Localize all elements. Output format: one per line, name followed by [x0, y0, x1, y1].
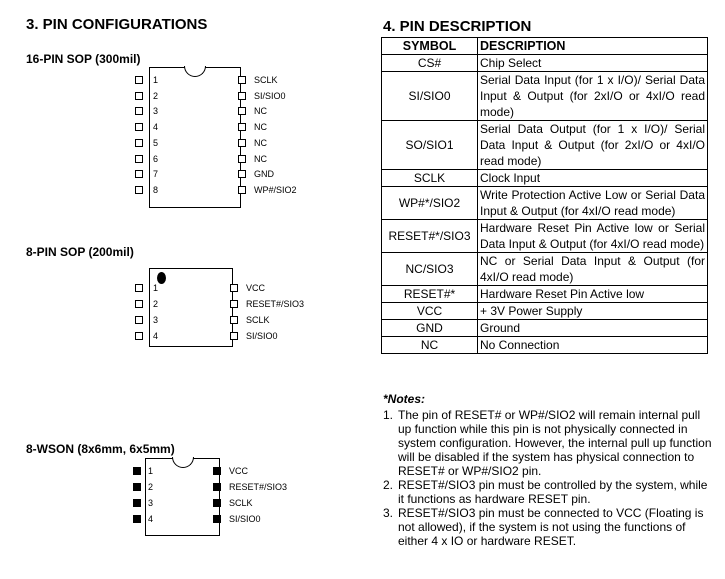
pin1-dot: [157, 272, 166, 284]
description-cell: Hardware Reset Pin Active low or Serial Data Input & Output (for 4xI/O read mode): [478, 220, 708, 253]
pin-number: 2: [153, 90, 159, 101]
pin-description-table: [381, 37, 708, 354]
symbol-header: SYMBOL: [382, 38, 478, 55]
symbol-cell: WP#*/SIO2: [382, 187, 478, 220]
description-cell: No Connection: [478, 337, 708, 354]
note-text: RESET#/SIO3 pin must be connected to VCC (Floating is not allowed), if the system is not using the functions of either 4 x IO or hardware RESET.: [398, 506, 704, 548]
pin-label: RESET#/SIO3: [246, 299, 305, 309]
pin-pad: [238, 92, 246, 100]
pin-description-title: 4. PIN DESCRIPTION: [383, 18, 532, 35]
symbol-cell: SI/SIO0: [382, 72, 478, 121]
pin-label: SCLK: [254, 75, 278, 85]
description-cell: + 3V Power Supply: [478, 303, 708, 320]
notes-list: [383, 408, 713, 548]
pin-number: 5: [153, 137, 159, 148]
pin-pad: [230, 284, 238, 292]
pin-label: SCLK: [246, 315, 270, 325]
symbol-cell: RESET#*: [382, 286, 478, 303]
pin-label: NC: [254, 153, 267, 164]
table-row: [382, 220, 708, 253]
description-cell: Ground: [478, 320, 708, 337]
pin-label: GND: [254, 169, 274, 180]
pin-pad: [133, 515, 141, 523]
pin-label: SCLK: [229, 498, 253, 508]
description-cell: NC or Serial Data Input & Output (for 4xI/O read mode): [478, 253, 708, 286]
pin-number: 4: [153, 331, 159, 341]
pin-number: 2: [153, 299, 159, 309]
pin-pad: [213, 483, 221, 491]
notes-title: *Notes:: [383, 392, 426, 406]
note-item: [383, 408, 713, 478]
table-row: [382, 303, 708, 320]
pin-number: 1: [153, 283, 159, 293]
pin-number: 3: [153, 106, 159, 117]
table-row: [382, 337, 708, 354]
pin-pad: [135, 76, 143, 84]
description-cell: Chip Select: [478, 55, 708, 72]
pin-pad: [133, 467, 141, 475]
note-item: [383, 506, 713, 548]
pin-number: 6: [153, 153, 159, 164]
symbol-cell: SCLK: [382, 170, 478, 187]
pin-number: 1: [153, 75, 159, 85]
note-text: RESET#/SIO3 pin must be controlled by the system, while it functions as hardware RESET pin.: [398, 478, 708, 506]
pin-number: 2: [148, 482, 154, 492]
table-row: [382, 170, 708, 187]
pin-number: 3: [153, 315, 159, 325]
table-row: [382, 187, 708, 220]
pin-pad: [135, 316, 143, 324]
table-body: [382, 55, 708, 354]
pin-pad: [133, 499, 141, 507]
table-row: [382, 253, 708, 286]
pin-label: VCC: [246, 283, 266, 293]
pin-pad: [213, 515, 221, 523]
symbol-cell: VCC: [382, 303, 478, 320]
pin-pad: [230, 300, 238, 308]
pin-pad: [213, 499, 221, 507]
table-header-row: [382, 38, 708, 55]
pin-pad: [238, 76, 246, 84]
description-cell: Serial Data Output (for 1 x I/O)/ Serial Data Input & Output (for 2xI/O or 4xI/O read mode): [478, 121, 708, 170]
symbol-cell: GND: [382, 320, 478, 337]
pin-pad: [135, 186, 143, 194]
table-row: [382, 72, 708, 121]
note-number: 1.: [383, 408, 394, 422]
note-number: 3.: [383, 506, 394, 520]
table-row: [382, 286, 708, 303]
pin-number: 8: [153, 184, 159, 195]
pin-pad: [213, 467, 221, 475]
pin-label: NC: [254, 137, 267, 148]
pin-label: SI/SIO0: [254, 90, 286, 101]
pin-number: 4: [153, 122, 159, 133]
symbol-cell: NC: [382, 337, 478, 354]
pin-pad: [238, 155, 246, 163]
symbol-cell: NC/SIO3: [382, 253, 478, 286]
description-cell: Serial Data Input (for 1 x I/O)/ Serial Data Input & Output (for 2xI/O or 4xI/O read mode): [478, 72, 708, 121]
description-cell: Hardware Reset Pin Active low: [478, 286, 708, 303]
pin-configurations-title: 3. PIN CONFIGURATIONS: [26, 16, 208, 33]
pin-pad: [238, 186, 246, 194]
symbol-cell: SO/SIO1: [382, 121, 478, 170]
pin-pad: [238, 107, 246, 115]
symbol-cell: RESET#*/SIO3: [382, 220, 478, 253]
pin-label: RESET#/SIO3: [229, 482, 288, 492]
pin-label: WP#/SIO2: [254, 184, 297, 195]
sop16-title: 16-PIN SOP (300mil): [26, 52, 141, 66]
pin-pad: [135, 107, 143, 115]
pin-label: NC: [254, 122, 267, 133]
pin-pad: [135, 123, 143, 131]
pin-number: 7: [153, 169, 159, 180]
symbol-cell: CS#: [382, 55, 478, 72]
description-cell: Write Protection Active Low or Serial Data Input & Output (for 4xI/O read mode): [478, 187, 708, 220]
pin-pad: [135, 332, 143, 340]
pin-pad: [135, 92, 143, 100]
pin-label: SI/SIO0: [229, 514, 261, 524]
pin-pad: [238, 123, 246, 131]
note-text: The pin of RESET# or WP#/SIO2 will remain internal pull up function while this pin is not physically connected in system configuration. However, the internal pull up function will be disabled if the system has physical connection to RESET# or WP#/SIO2 pin.: [398, 408, 712, 478]
pin-pad: [230, 316, 238, 324]
pin-number: 1: [148, 466, 154, 476]
sop16-package-body: [149, 67, 241, 208]
pin-pad: [135, 139, 143, 147]
pin-label: SI/SIO0: [246, 331, 278, 341]
pin-pad: [238, 170, 246, 178]
wson-package-body: [145, 458, 220, 536]
pin-pad: [135, 284, 143, 292]
note-item: [383, 478, 713, 506]
note-number: 2.: [383, 478, 394, 492]
pin-pad: [133, 483, 141, 491]
pin-number: 3: [148, 498, 154, 508]
sop8-title: 8-PIN SOP (200mil): [26, 245, 134, 259]
table-row: [382, 320, 708, 337]
pin-pad: [135, 155, 143, 163]
pin-label: NC: [254, 106, 267, 117]
pin-pad: [135, 300, 143, 308]
pin-number: 4: [148, 514, 154, 524]
description-cell: Clock Input: [478, 170, 708, 187]
table-row: [382, 121, 708, 170]
pin-label: VCC: [229, 466, 249, 476]
pin-pad: [230, 332, 238, 340]
table-row: [382, 55, 708, 72]
description-header: DESCRIPTION: [478, 38, 708, 55]
pin-pad: [135, 170, 143, 178]
pin-pad: [238, 139, 246, 147]
wson-title: 8-WSON (8x6mm, 6x5mm): [26, 442, 175, 456]
